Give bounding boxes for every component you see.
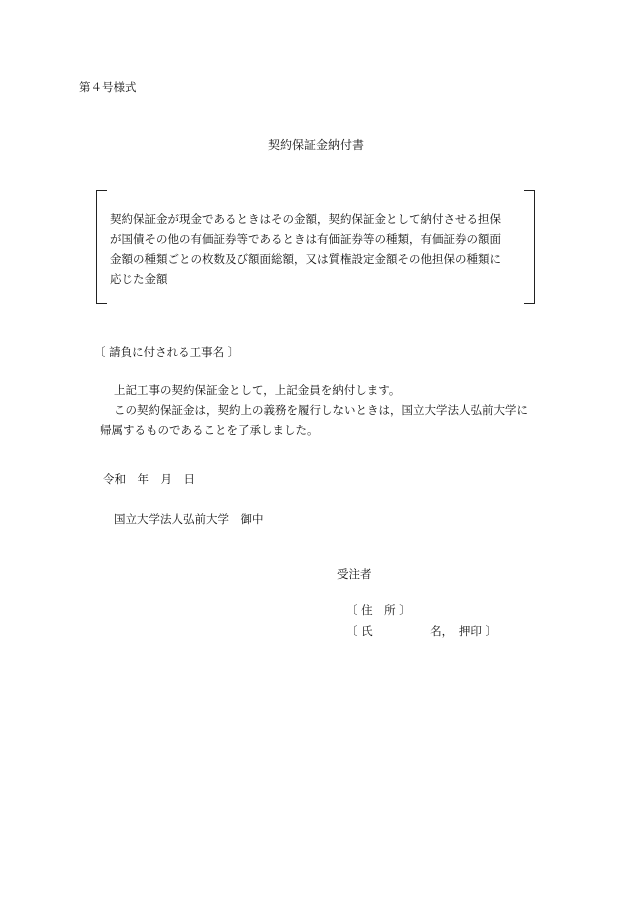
document-title: 契約保証金納付書 xyxy=(268,138,365,152)
project-name-field: 〔 請負に付される工事名 〕 xyxy=(94,345,240,359)
amount-line: 契約保証金が現金であるときはその金額，契約保証金として納付させる担保 xyxy=(110,212,501,226)
amount-bracket-right xyxy=(524,190,535,304)
form-number: 第４号様式 xyxy=(79,80,137,94)
contractor-address-field: 〔 住 所 〕 xyxy=(346,603,411,617)
statement-line: 上記工事の契約保証金として，上記金員を納付します。 xyxy=(114,383,401,397)
amount-line: 応じた金額 xyxy=(110,272,168,286)
amount-line: が国債その他の有価証券等であるときは有価証券等の種類，有価証券の額面 xyxy=(110,232,501,246)
date-line: 令和 年 月 日 xyxy=(103,472,195,486)
contractor-name-seal-field: 〔 氏 名， 押印 〕 xyxy=(346,624,498,638)
amount-description xyxy=(110,209,520,289)
statement-paragraph xyxy=(100,380,528,440)
addressee: 国立大学法人弘前大学 御中 xyxy=(114,512,264,526)
amount-line: 金額の種類ごとの枚数及び額面総額，又は質権設定金額その他担保の種類に xyxy=(110,252,501,266)
statement-line: この契約保証金は，契約上の義務を履行しないときは，国立大学法人弘前大学に xyxy=(114,403,528,417)
amount-bracket-left xyxy=(96,190,107,304)
contractor-label: 受注者 xyxy=(337,567,372,581)
statement-line: 帰属するものであることを了承しました。 xyxy=(100,423,319,437)
